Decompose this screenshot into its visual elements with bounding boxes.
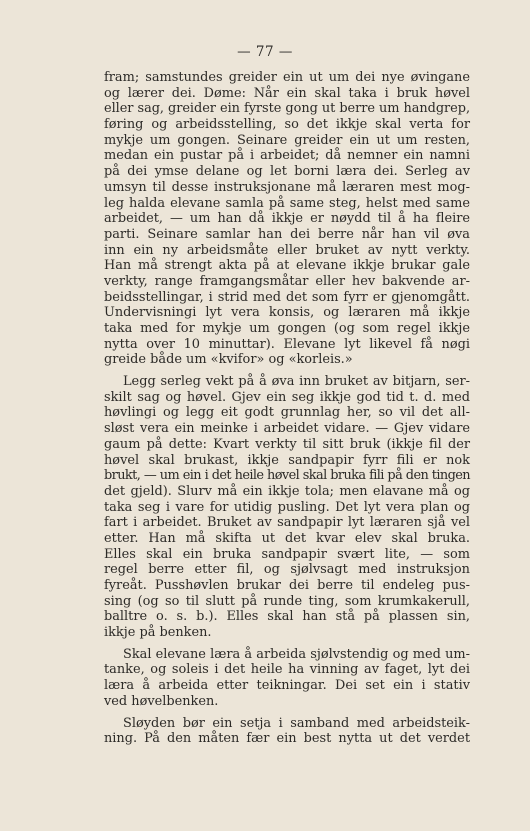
- text-line: på dei ymse delane og let borni læra dei. Serleg av: [104, 164, 470, 180]
- text-line: balltre o. s. b.). Elles skal han stå på plassen sin,: [104, 609, 470, 625]
- text-line: Undervisningi lyt vera konsis, og læraren må ikkje: [104, 305, 470, 321]
- text-line: arbeidet, — um han då ikkje er nøydd til å ha fleire: [104, 211, 470, 227]
- page-number: — 77 —: [237, 44, 293, 60]
- text-line: Skal elevane læra å arbeida sjølvstendig og med um-: [123, 646, 470, 662]
- text-line: greide både um «kvifor» og «korleis.»: [104, 352, 353, 368]
- body-text: [104, 70, 470, 747]
- text-line: ning. På den måten fær ein best nytta ut det verdet: [104, 731, 470, 747]
- text-line: leg halda elevane samla på same steg, helst med same: [104, 195, 470, 211]
- text-line: taka seg i vare for utidig pusling. Det lyt vera plan og: [104, 499, 470, 515]
- paragraph: [104, 70, 470, 368]
- text-line: etter. Han må skifta ut det kvar elev skal bruka.: [104, 530, 470, 546]
- text-line: føring og arbeidsstelling, so det ikkje skal verta for: [104, 117, 470, 133]
- text-line: gaum på dette: Kvart verkty til sitt bruk (ikkje fil der: [104, 436, 470, 452]
- text-line: parti. Seinare samlar han dei berre når han vil øva: [104, 226, 470, 242]
- text-line: beidsstellingar, i strid med det som fyrr er gjenomgått.: [104, 289, 470, 305]
- text-line: ved høvelbenken.: [104, 693, 219, 709]
- text-line: læra å arbeida etter teikningar. Dei set ein i stativ: [104, 678, 470, 694]
- text-line: Han må strengt akta på at elevane ikkje brukar gale: [104, 258, 470, 274]
- text-line: fyreåt. Pusshøvlen brukar dei berre til endeleg pus-: [104, 578, 470, 593]
- text-line: tanke, og soleis i det heile ha vinning av faget, lyt dei: [104, 662, 470, 678]
- text-line: eller sag, greider ein fyrste gong ut berre um handgrep,: [104, 101, 470, 117]
- text-line: umsyn til desse instruksjonane må læraren mest mog-: [104, 179, 470, 195]
- text-line: brukt, — um ein i det heile høvel skal bruka fili på den tingen: [104, 468, 470, 484]
- text-line: det gjeld). Slurv må ein ikkje tola; men elavane må og: [104, 483, 470, 499]
- paragraph: [104, 374, 470, 641]
- text-line: mykje um gongen. Seinare greider ein ut um resten,: [104, 132, 470, 148]
- text-line: Legg serleg vekt på å øva inn bruket av bitjarn, ser-: [123, 374, 470, 390]
- text-line: sløst vera ein meinke i arbeidet vidare. — Gjev vidare: [104, 421, 470, 437]
- text-line: verkty, range framgangsmåtar eller hev bakvende ar-: [104, 273, 470, 289]
- text-line: taka med for mykje um gongen (og som regel ikkje: [104, 321, 470, 336]
- text-line: og lærer dei. Døme: Når ein skal taka i bruk høvel: [104, 85, 470, 101]
- text-line: ikkje på benken.: [104, 625, 212, 641]
- paragraph: [104, 716, 470, 747]
- text-line: inn ein ny arbeidsmåte eller bruket av nytt verkty.: [104, 242, 470, 258]
- text-line: medan ein pustar på i arbeidet; då nemner ein namni: [104, 148, 470, 164]
- text-line: skilt sag og høvel. Gjev ein seg ikkje god tid t. d. med: [104, 389, 470, 405]
- text-line: sing (og so til slutt på runde ting, som krumkakerull,: [104, 593, 470, 609]
- text-line: regel berre etter fil, og sjølvsagt med instruksjon: [104, 562, 470, 578]
- text-line: Elles skal ein bruka sandpapir svært lite, — som: [104, 546, 470, 562]
- text-line: fart i arbeidet. Bruket av sandpapir lyt læraren sjå vel: [104, 515, 470, 531]
- text-line: fram; samstundes greider ein ut um dei nye øvingane: [104, 70, 470, 85]
- text-line: nytta over 10 minuttar). Elevane lyt likevel få nøgi: [104, 336, 470, 352]
- paragraph: [104, 647, 470, 710]
- text-line: høvel skal brukast, ikkje sandpapir fyrr fili er nok: [104, 452, 470, 468]
- text-line: høvlingi og legg eit godt grunnlag her, so vil det all-: [104, 405, 470, 421]
- text-line: Sløyden bør ein setja i samband med arbeidsteik-: [123, 715, 470, 731]
